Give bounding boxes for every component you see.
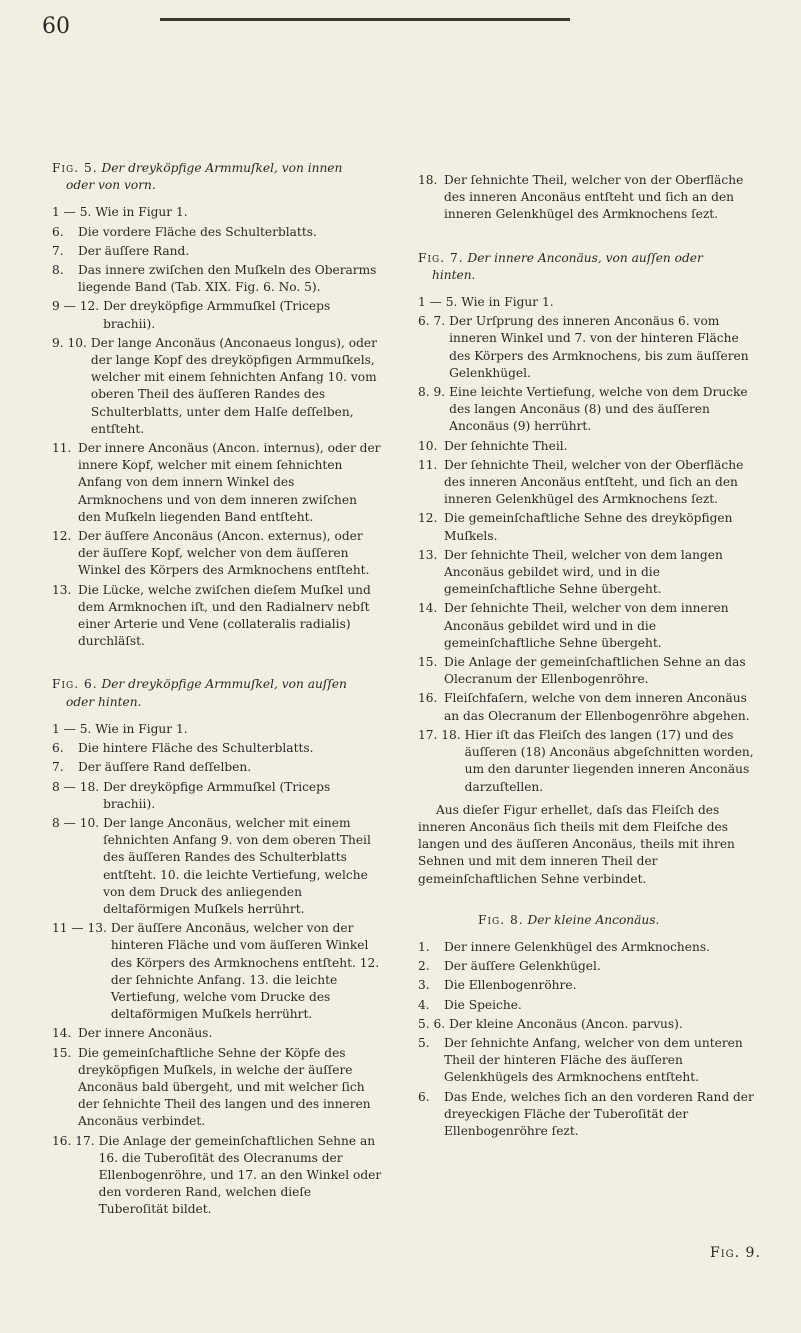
list-item: [418, 977, 758, 994]
item-text: Der äuſſere Anconäus (Ancon. externus), oder der äuſſere Kopf, welcher von dem äuſſeren Winkel des Körpers des Armknochens entſteht.: [78, 529, 370, 578]
fig5-title: Der dreyköpfige Armmuſkel, von innen: [101, 161, 343, 175]
item-text: Wie in Figur 1.: [95, 205, 188, 220]
item-number: 7.: [52, 760, 64, 775]
item-number: 8 — 10.: [52, 815, 100, 830]
item-text: Die Lücke, welche zwiſchen dieſem Muſkel und dem Armknochen iſt, und den Radialnerv nebſt einer Arterie und Vene (collateralis radialis) durchläſst.: [78, 582, 371, 649]
item-number: 8 — 18.: [52, 779, 100, 794]
item-number: 6. 7.: [418, 314, 446, 329]
fig7-label: Fig. 7.: [418, 250, 464, 265]
item-text: Der ſehnichte Theil, welcher von der Oberfläche des inneren Anconäus entſteht, und ſich an den inneren Gelenkhügel des Armknochens ſezt.: [444, 457, 744, 507]
item-text: Der äuſſere Gelenkhügel.: [444, 959, 601, 974]
item-text: Der ſehnichte Theil, welcher von der Oberfläche des inneren Anconäus entſteht und ſich an den inneren Gelenkhügel des Armknochens ſezt.: [444, 173, 744, 222]
item-text: Die gemeinſchaftliche Sehne des dreyköpfigen Muſkels.: [444, 511, 733, 543]
fig8-list: [418, 939, 758, 1140]
list-item: [418, 384, 758, 436]
item-text: Wie in Figur 1.: [461, 295, 554, 310]
item-number: 8.: [52, 263, 64, 278]
item-text: Der ſehnichte Theil, welcher von dem inneren Anconäus gebildet wird und in die gemeinſchaftliche Sehne übergeht.: [444, 601, 729, 650]
item-number: 4.: [418, 997, 430, 1012]
fig6-list: [52, 721, 382, 1219]
fig6-title: Der dreyköpfige Armmuſkel, von auſſen: [101, 677, 347, 692]
right-column: [418, 172, 758, 1142]
item-number: 7.: [52, 243, 64, 258]
list-item: [418, 172, 758, 224]
item-number: 17. 18.: [418, 727, 461, 742]
item-text: Der ſehnichte Theil.: [444, 438, 568, 453]
item-text: Der innere Gelenkhügel des Armknochens.: [444, 939, 710, 954]
page-number: 60: [42, 14, 70, 39]
list-item: [52, 224, 382, 241]
fig6-label: Fig. 6.: [52, 677, 98, 692]
item-text: Hier iſt das Fleiſch des langen (17) und des äuſſeren (18) Anconäus abgeſchnitten worden, um den darunter liegenden inneren Anconäus darzuſtellen.: [464, 727, 754, 794]
item-text: Das Ende, welches ſich an den vorderen Rand der dreyeckigen Fläche der Tuberoſität der Ellenbogenröhre ſezt.: [444, 1089, 754, 1138]
fig8-heading: [418, 912, 758, 929]
next-figure-label: Fig. 9.: [710, 1245, 761, 1261]
fig6-continued-list: [418, 172, 758, 224]
fig8-label: Fig. 8.: [478, 912, 524, 927]
fig6-heading: [52, 676, 382, 710]
item-text: Der lange Anconäus, welcher mit einem ſehnichten Anfang 9. von dem oberen Theil des äuſſeren Randes des Schulterblatts entſteht. 10. die leichte Vertiefung, welche von dem Druck des anliegenden deltaförmigen Muſkels herrührt.: [103, 815, 371, 916]
list-item: [418, 457, 758, 509]
list-item: [52, 335, 382, 438]
item-number: 14.: [418, 601, 438, 616]
header-rule: [160, 18, 570, 21]
list-item: [418, 510, 758, 544]
fig7-title: Der innere Anconäus, von auſſen oder: [467, 250, 703, 265]
item-number: 11.: [418, 457, 438, 472]
item-number: 10.: [418, 438, 438, 453]
item-number: 1.: [418, 939, 430, 954]
fig7-heading: [418, 250, 758, 284]
fig8-title: Der kleine Anconäus.: [527, 912, 660, 927]
left-column: [52, 160, 382, 1221]
item-text: Wie in Figur 1.: [95, 721, 188, 736]
list-item: [52, 440, 382, 526]
item-text: Die Ellenbogenröhre.: [444, 978, 577, 993]
item-text: Die Anlage der gemeinſchaftlichen Sehne an das Olecranum der Ellenbogenröhre.: [444, 655, 746, 687]
item-number: 2.: [418, 959, 430, 974]
list-item: [418, 600, 758, 652]
item-number: 6.: [52, 741, 64, 756]
list-item: [52, 1133, 382, 1219]
item-text: Der kleine Anconäus (Ancon. parvus).: [449, 1016, 683, 1031]
list-item: [52, 721, 382, 738]
fig5-label: Fig. 5.: [52, 161, 98, 175]
item-number: 11.: [52, 441, 72, 456]
list-item: [52, 528, 382, 580]
item-number: 8. 9.: [418, 385, 446, 400]
list-item: [418, 997, 758, 1014]
item-text: Der äuſſere Rand deſſelben.: [78, 760, 252, 775]
item-text: Der ſehnichte Theil, welcher von dem langen Anconäus gebildet wird, und in die gemeinſchaftliche Sehne übergeht.: [444, 547, 723, 597]
list-item: [418, 1016, 758, 1033]
list-item: [418, 939, 758, 956]
item-number: 12.: [52, 529, 72, 544]
item-text: Der äuſſere Rand.: [78, 243, 190, 258]
list-item: [52, 1025, 382, 1042]
item-number: 15.: [418, 655, 438, 670]
fig5-heading: [52, 160, 382, 194]
list-item: [52, 815, 382, 918]
item-text: Der innere Anconäus.: [78, 1026, 213, 1041]
item-number: 16.: [418, 691, 438, 706]
item-text: Eine leichte Vertiefung, welche von dem Drucke des langen Anconäus (8) und des äuſſeren Anconäus (9) herrührt.: [449, 385, 748, 434]
item-text: Der Urſprung des inneren Anconäus 6. vom inneren Winkel und 7. von der hinteren Fläche des Körpers des Armknochens, bis zum äuſſeren Gelenkhügel.: [449, 314, 749, 380]
item-text: Die Speiche.: [444, 997, 522, 1012]
item-text: Die gemeinſchaftliche Sehne der Köpfe des dreyköpfigen Muſkels, in welche der äuſſere Anconäus bald übergeht, und mit welcher ſich der ſehnichte Theil des langen und des inneren Anconäus verbindet.: [78, 1045, 371, 1129]
item-number: 1 — 5.: [52, 205, 92, 220]
list-item: [418, 313, 758, 382]
list-item: [52, 298, 382, 332]
item-number: 6.: [418, 1089, 430, 1104]
list-item: [52, 582, 382, 651]
item-number: 1 — 5.: [52, 721, 92, 736]
fig7-list: [418, 294, 758, 796]
list-item: [418, 958, 758, 975]
list-item: [52, 243, 382, 260]
list-item: [418, 438, 758, 455]
item-text: Die Anlage der gemeinſchaftlichen Sehne an 16. die Tuberoſität des Olecranums der Ellenbogenröhre, und 17. an den Winkel oder den vorderen Rand, welchen dieſe Tuberoſität bildet.: [98, 1133, 382, 1217]
list-item: [52, 920, 382, 1023]
fig7-subtitle: hinten.: [432, 267, 476, 282]
item-text: Die vordere Fläche des Schulterblatts.: [78, 224, 317, 239]
list-item: [52, 759, 382, 776]
item-number: 1 — 5.: [418, 295, 458, 310]
list-item: [418, 547, 758, 599]
item-text: Der innere Anconäus (Ancon. internus), oder der innere Kopf, welcher mit einem ſehnichten Anfang von dem innern Winkel des Armknochens und von dem inneren zwiſchen den Muſkeln liegenden Band entſteht.: [78, 441, 381, 524]
list-item: [52, 740, 382, 757]
item-number: 6.: [52, 224, 64, 239]
list-item: [418, 1089, 758, 1141]
item-text: Der lange Anconäus (Anconaeus longus), oder der lange Kopf des dreyköpfigen Armmuſkels, welcher mit einem ſehnichten Anfang 10. vom oberen Theil des äuſſeren Randes des Schulterblatts, unter dem Halſe deſſelben, entſteht.: [90, 335, 377, 436]
item-number: 5. 6.: [418, 1016, 446, 1031]
fig7-note: Aus dieſer Figur erhellet, daſs das Fleiſch des inneren Anconäus ſich theils mit dem Fleiſche des langen und des äuſſeren Anconäus, theils mit ihren Sehnen und mit dem inneren Theil der gemeinſchaftlichen Sehne verbindet.: [418, 802, 735, 886]
fig5-list: [52, 204, 382, 650]
item-text: Fleiſchfaſern, welche von dem inneren Anconäus an das Olecranum der Ellenbogenröhre abgehen.: [444, 691, 750, 723]
fig6-subtitle: oder hinten.: [66, 694, 142, 709]
item-text: Der dreyköpfige Armmuſkel (Triceps brachii).: [103, 779, 331, 811]
item-number: 9. 10.: [52, 335, 87, 350]
item-number: 18.: [418, 173, 438, 187]
list-item: [52, 204, 382, 221]
item-text: Das innere zwiſchen den Muſkeln des Oberarms liegende Band (Tab. XIX. Fig. 6. No. 5).: [78, 263, 377, 295]
item-number: 11 — 13.: [52, 921, 107, 936]
item-number: 13.: [52, 582, 72, 597]
list-item: [418, 654, 758, 688]
item-number: 12.: [418, 511, 438, 526]
fig5-subtitle: oder von vorn.: [66, 178, 156, 193]
list-item: [418, 727, 758, 796]
list-item: [418, 690, 758, 724]
item-number: 3.: [418, 978, 430, 993]
item-text: Der äuſſere Anconäus, welcher von der hinteren Fläche und vom äuſſeren Winkel des Körpers des Armknochens entſteht. 12. der ſehnichte Anfang. 13. die leichte Vertiefung, welche vom Drucke des deltaförmigen Muſkels herrührt.: [110, 921, 380, 1022]
list-item: [418, 1035, 758, 1087]
list-item: [52, 262, 382, 296]
item-text: Der ſehnichte Anfang, welcher von dem unteren Theil der hinteren Fläche des äuſſeren Gelenkhügels des Armknochens entſteht.: [444, 1035, 743, 1085]
item-number: 5.: [418, 1035, 430, 1050]
item-text: Der dreyköpfige Armmuſkel (Triceps brachii).: [103, 299, 331, 331]
item-number: 9 — 12.: [52, 299, 100, 314]
item-number: 14.: [52, 1026, 72, 1041]
item-text: Die hintere Fläche des Schulterblatts.: [78, 741, 314, 756]
item-number: 15.: [52, 1045, 72, 1060]
list-item: [52, 1045, 382, 1131]
item-number: 16. 17.: [52, 1133, 95, 1148]
list-item: [418, 294, 758, 311]
item-number: 13.: [418, 547, 438, 562]
list-item: [52, 779, 382, 813]
